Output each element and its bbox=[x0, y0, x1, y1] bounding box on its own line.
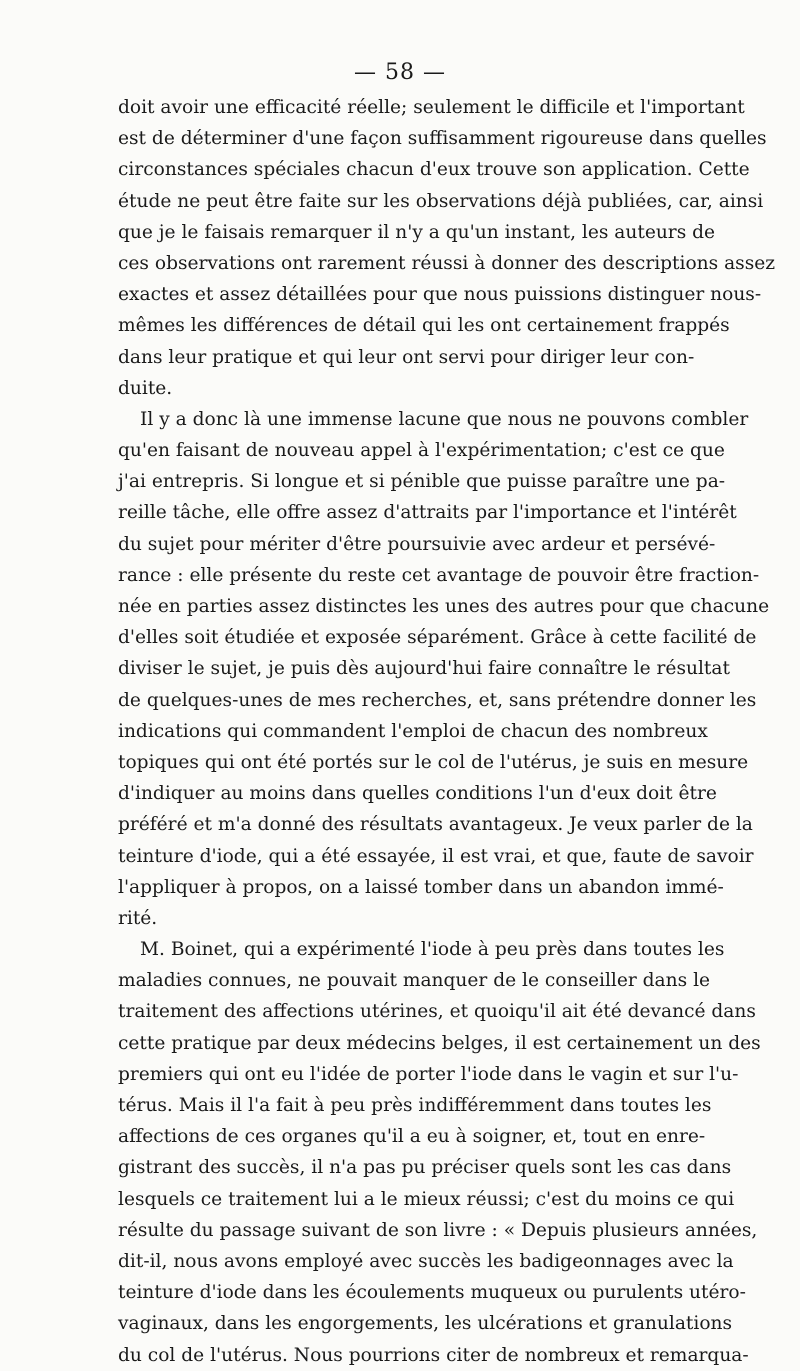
text-line: indications qui commandent l'emploi de chacun des nombreux bbox=[118, 720, 708, 742]
text-line: de quelques-unes de mes recherches, et, sans prétendre donner les bbox=[118, 689, 757, 711]
text-line: dit-il, nous avons employé avec succès les badigeonnages avec la bbox=[118, 1250, 734, 1272]
text-line: circonstances spéciales chacun d'eux trouve son application. Cette bbox=[118, 159, 750, 181]
paragraph bbox=[118, 934, 761, 1371]
text-line: teinture d'iode, qui a été essayée, il est vrai, et que, faute de savoir bbox=[118, 845, 754, 867]
text-line: résulte du passage suivant de son livre : « Depuis plusieurs années, bbox=[118, 1219, 758, 1241]
text-line: topiques qui ont été portés sur le col de l'utérus, je suis en mesure bbox=[118, 751, 749, 773]
text-line: M. Boinet, qui a expérimenté l'iode à peu près dans toutes les bbox=[140, 939, 725, 961]
paragraph bbox=[118, 404, 770, 934]
text-line: exactes et assez détaillées pour que nous puissions distinguer nous- bbox=[118, 284, 762, 306]
text-line: teinture d'iode dans les écoulements muqueux ou purulents utéro- bbox=[118, 1282, 746, 1304]
body-text bbox=[118, 92, 776, 1371]
text-line: vaginaux, dans les engorgements, les ulcérations et granulations bbox=[118, 1313, 733, 1335]
text-line: dans leur pratique et qui leur ont servi pour diriger leur con- bbox=[118, 346, 695, 368]
text-line: maladies connues, ne pouvait manquer de le conseiller dans le bbox=[118, 970, 711, 992]
text-line: née en parties assez distinctes les unes des autres pour que chacune bbox=[118, 596, 770, 617]
text-line: d'indiquer au moins dans quelles conditions l'un d'eux doit être bbox=[118, 783, 717, 805]
text-line: traitement des affections utérines, et quoiqu'il ait été devancé dans bbox=[118, 1001, 756, 1023]
text-line: premiers qui ont eu l'idée de porter l'iode dans le vagin et sur l'u- bbox=[118, 1063, 739, 1085]
text-line: térus. Mais il l'a fait à peu près indifféremment dans toutes les bbox=[118, 1095, 712, 1116]
text-line: doit avoir une efficacité réelle; seulement le difficile et l'important bbox=[118, 97, 745, 118]
text-line: reille tâche, elle offre assez d'attraits par l'importance et l'intérêt bbox=[118, 502, 737, 524]
page-number: — 58 — bbox=[354, 60, 446, 85]
text-line: lesquels ce traitement lui a le mieux réussi; c'est du moins ce qui bbox=[118, 1188, 735, 1210]
text-line: Il y a donc là une immense lacune que nous ne pouvons combler bbox=[140, 408, 749, 430]
text-line: d'elles soit étudiée et exposée séparément. Grâce à cette facilité de bbox=[118, 627, 757, 649]
paragraph bbox=[118, 92, 776, 404]
text-line: qu'en faisant de nouveau appel à l'expérimentation; c'est ce que bbox=[118, 440, 725, 462]
text-line: mêmes les différences de détail qui les ont certainement frappés bbox=[118, 315, 730, 337]
text-line: j'ai entrepris. Si longue et si pénible que puisse paraître une pa- bbox=[118, 471, 726, 493]
text-line: cette pratique par deux médecins belges, il est certainement un des bbox=[118, 1032, 761, 1054]
text-line: du col de l'utérus. Nous pourrions citer de nombreux et remarqua- bbox=[118, 1344, 749, 1366]
text-line: rance : elle présente du reste cet avantage de pouvoir être fraction- bbox=[118, 564, 760, 586]
text-line: affections de ces organes qu'il a eu à soigner, et, tout en enre- bbox=[118, 1126, 706, 1148]
text-line: rité. bbox=[118, 907, 158, 929]
text-line: duite. bbox=[118, 377, 173, 399]
text-line: étude ne peut être faite sur les observations déjà publiées, car, ainsi bbox=[118, 190, 764, 212]
text-line: ces observations ont rarement réussi à donner des descriptions assez bbox=[118, 252, 776, 274]
text-line: diviser le sujet, je puis dès aujourd'hui faire connaître le résultat bbox=[118, 658, 730, 680]
text-line: gistrant des succès, il n'a pas pu préciser quels sont les cas dans bbox=[118, 1157, 732, 1179]
text-line: préféré et m'a donné des résultats avantageux. Je veux parler de la bbox=[118, 814, 753, 836]
text-line: est de déterminer d'une façon suffisamment rigoureuse dans quelles bbox=[118, 128, 767, 150]
text-line: du sujet pour mériter d'être poursuivie avec ardeur et persévé- bbox=[118, 533, 716, 555]
text-line: que je le faisais remarquer il n'y a qu'un instant, les auteurs de bbox=[118, 221, 716, 243]
text-line: l'appliquer à propos, on a laissé tomber dans un abandon immé- bbox=[118, 876, 724, 898]
